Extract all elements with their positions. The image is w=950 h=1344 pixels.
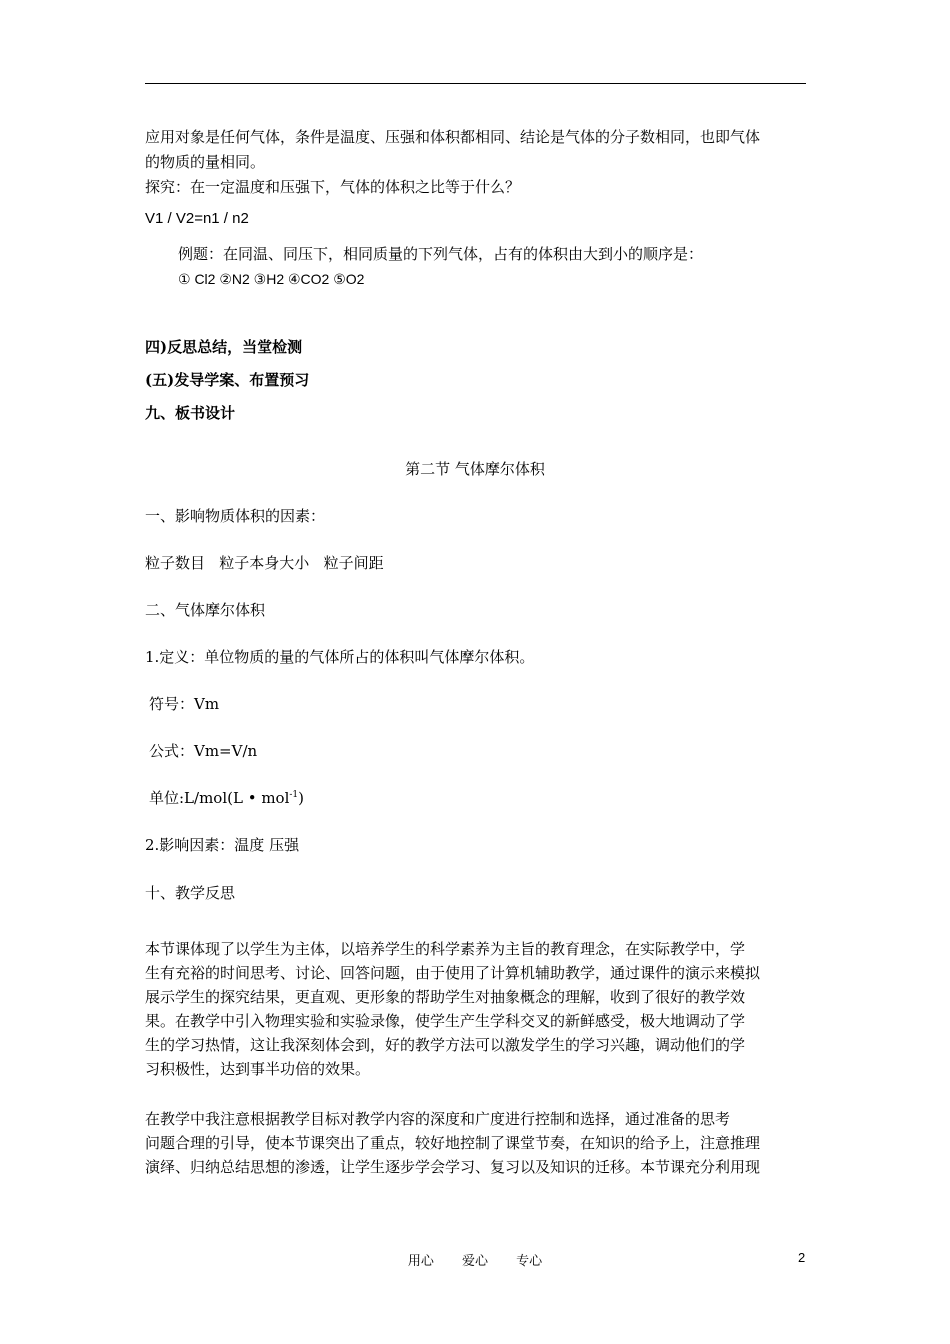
- intro-line-2: 的物质的量相同。: [145, 153, 266, 171]
- influence-factors: 2.影响因素：温度 压强: [145, 836, 300, 854]
- footer-motto-1: 用心: [407, 1254, 434, 1269]
- footer-motto: [0, 1250, 950, 1269]
- reflection-p2-line: 在教学中我注意根据教学目标对教学内容的深度和广度进行控制和选择，通过准备的思考: [145, 1110, 731, 1128]
- unit-suffix: ): [298, 789, 305, 807]
- reflection-p1-line: 生的学习热情，这让我深刻体会到，好的教学方法可以激发学生的学习兴趣，调动他们的学: [145, 1036, 746, 1054]
- reflection-p1-line: 果。在教学中引入物理实验和实验录像，使学生产生学科交叉的新鲜感受，极大地调动了学: [145, 1012, 746, 1030]
- unit-text: 单位:L/mol(L • mol: [149, 789, 290, 807]
- reflection-p1-line: 习积极性，达到事半功倍的效果。: [145, 1060, 371, 1078]
- factors-heading: 一、影响物质体积的因素：: [145, 507, 326, 525]
- unit-line: [149, 787, 304, 809]
- reflection-p2-line: 问题合理的引导，使本节课突出了重点，较好地控制了课堂节奏，在知识的给予上，注意推理: [145, 1134, 761, 1152]
- footer-motto-3: 专心: [516, 1254, 543, 1269]
- symbol-line: 符号：Vm: [149, 695, 220, 713]
- explore-question: 探究：在一定温度和压强下，气体的体积之比等于什么？: [145, 178, 521, 196]
- section-reflect-summary: 四)反思总结，当堂检测: [145, 338, 303, 356]
- formula-line: 公式：Vm=V/n: [149, 742, 258, 760]
- header-rule: [145, 83, 806, 84]
- reflection-heading: 十、教学反思: [145, 884, 236, 902]
- intro-line-1: 应用对象是任何气体，条件是温度、压强和体积都相同、结论是气体的分子数相同，也即气体: [145, 128, 761, 146]
- board-title: 第二节 气体摩尔体积: [405, 460, 545, 478]
- volume-ratio-formula: V1 / V2=n1 / n2: [145, 210, 249, 227]
- unit-exponent: -1: [289, 790, 299, 800]
- factors-list: 粒子数目 粒子本身大小 粒子间距: [145, 554, 384, 572]
- reflection-p1-line: 展示学生的探究结果，更直观、更形象的帮助学生对抽象概念的理解，收到了很好的教学效: [145, 988, 746, 1006]
- molar-volume-heading: 二、气体摩尔体积: [145, 601, 266, 619]
- example-options: ① Cl2 ②N2 ③H2 ④CO2 ⑤O2: [178, 271, 365, 287]
- reflection-p2-line: 演绎、归纳总结思想的渗透，让学生逐步学会学习、复习以及知识的迁移。本节课充分利用现: [145, 1158, 761, 1176]
- definition: 1.定义：单位物质的量的气体所占的体积叫气体摩尔体积。: [145, 648, 535, 666]
- section-handout-preview: (五)发导学案、布置预习: [145, 371, 310, 389]
- page-number: 2: [798, 1250, 806, 1265]
- section-board-design: 九、板书设计: [145, 404, 236, 422]
- reflection-p1-line: 本节课体现了以学生为主体，以培养学生的科学素养为主旨的教育理念，在实际教学中，学: [145, 940, 746, 958]
- footer-motto-2: 爱心: [461, 1254, 488, 1269]
- example-question: 例题：在同温、同压下，相同质量的下列气体，占有的体积由大到小的顺序是：: [178, 245, 704, 263]
- reflection-p1-line: 生有充裕的时间思考、讨论、回答问题，由于使用了计算机辅助教学，通过课件的演示来模拟: [145, 964, 761, 982]
